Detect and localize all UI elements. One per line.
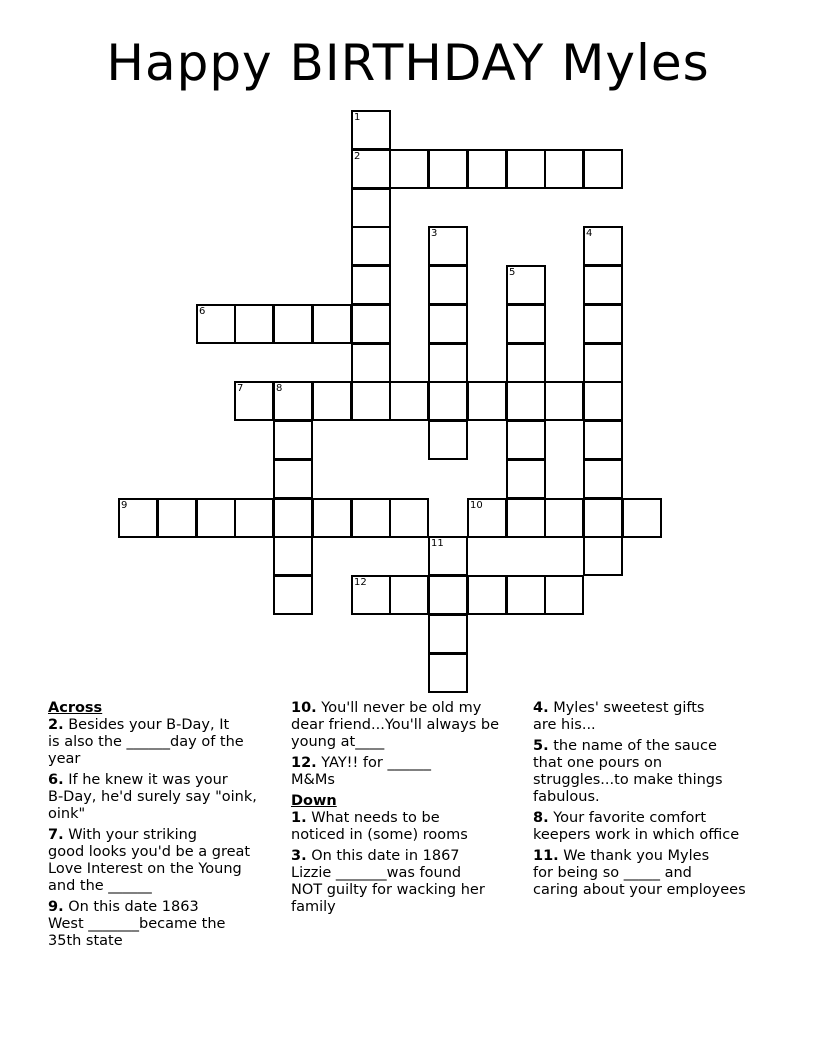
clues-column-1: [48, 700, 284, 954]
grid-cell[interactable]: [544, 381, 584, 421]
grid-cell[interactable]: [506, 420, 546, 460]
grid-cell[interactable]: [273, 420, 313, 460]
clue-number: 10: [470, 500, 483, 511]
grid-cell[interactable]: [583, 381, 623, 421]
clue-down-8: 8. Your favorite comfort keepers work in which office: [533, 810, 740, 843]
grid-cell[interactable]: [273, 498, 313, 538]
grid-cell[interactable]: [273, 575, 313, 615]
grid-cell[interactable]: [389, 498, 429, 538]
grid-cell[interactable]: [312, 381, 352, 421]
grid-cell[interactable]: [351, 343, 391, 383]
grid-cell[interactable]: [351, 265, 391, 305]
grid-cell[interactable]: [196, 498, 236, 538]
grid-cell[interactable]: [428, 149, 468, 189]
clues-column-2: [291, 700, 527, 920]
across-heading: Across: [48, 700, 103, 716]
clue-number: 8: [276, 383, 283, 394]
grid-cell[interactable]: [544, 575, 584, 615]
grid-cell[interactable]: [234, 498, 274, 538]
grid-cell[interactable]: [118, 498, 158, 538]
grid-cell[interactable]: [428, 614, 468, 654]
grid-cell[interactable]: [544, 149, 584, 189]
grid-cell[interactable]: [506, 381, 546, 421]
clue-number: 4: [586, 228, 593, 239]
grid-cell[interactable]: [506, 149, 546, 189]
grid-cell[interactable]: [351, 381, 391, 421]
grid-cell[interactable]: [351, 110, 391, 150]
grid-cell[interactable]: [583, 343, 623, 383]
clue-across-6: 6. If he knew it was your B-Day, he'd surely say "oink, oink": [48, 772, 257, 822]
clue-number: 12: [354, 577, 367, 588]
grid-cell[interactable]: [273, 304, 313, 344]
grid-cell[interactable]: [389, 149, 429, 189]
grid-cell[interactable]: [312, 304, 352, 344]
grid-cell[interactable]: [428, 420, 468, 460]
grid-cell[interactable]: [622, 498, 662, 538]
grid-cell[interactable]: [351, 188, 391, 228]
grid-cell[interactable]: [467, 149, 507, 189]
grid-cell[interactable]: [467, 575, 507, 615]
clue-number: 7: [237, 383, 244, 394]
grid-cell[interactable]: [428, 304, 468, 344]
grid-cell[interactable]: [583, 265, 623, 305]
clue-across-12: 12. YAY!! for ______ M&Ms: [291, 755, 431, 788]
grid-cell[interactable]: [351, 498, 391, 538]
grid-cell[interactable]: [544, 498, 584, 538]
down-heading: Down: [291, 793, 337, 809]
clue-down-1: 1. What needs to be noticed in (some) rooms: [291, 810, 468, 843]
grid-cell[interactable]: [428, 265, 468, 305]
grid-cell[interactable]: [583, 226, 623, 266]
grid-cell[interactable]: [273, 459, 313, 499]
clue-number: 11: [431, 538, 444, 549]
grid-cell[interactable]: [351, 304, 391, 344]
grid-cell[interactable]: [234, 381, 274, 421]
grid-cell[interactable]: [506, 343, 546, 383]
grid-cell[interactable]: [506, 498, 546, 538]
grid-cell[interactable]: [157, 498, 197, 538]
grid-cell[interactable]: [428, 226, 468, 266]
clue-down-11: 11. We thank you Myles for being so _____ and caring about your employees: [533, 848, 746, 898]
grid-cell[interactable]: [351, 575, 391, 615]
clue-number: 9: [121, 500, 128, 511]
grid-cell[interactable]: [273, 381, 313, 421]
clue-number: 6: [199, 306, 206, 317]
grid-cell[interactable]: [428, 575, 468, 615]
grid-cell[interactable]: [583, 149, 623, 189]
grid-cell[interactable]: [583, 536, 623, 576]
clue-across-9: 9. On this date 1863 West _______became the 35th state: [48, 899, 226, 949]
clue-number: 2: [354, 151, 361, 162]
grid-cell[interactable]: [506, 304, 546, 344]
clues-column-3: [533, 700, 773, 903]
grid-cell[interactable]: [506, 459, 546, 499]
grid-cell[interactable]: [583, 459, 623, 499]
grid-cell[interactable]: [234, 304, 274, 344]
grid-cell[interactable]: [351, 149, 391, 189]
grid-cell[interactable]: [428, 381, 468, 421]
grid-cell[interactable]: [273, 536, 313, 576]
clue-down-4: 4. Myles' sweetest gifts are his...: [533, 700, 705, 733]
grid-cell[interactable]: [428, 536, 468, 576]
grid-cell[interactable]: [583, 304, 623, 344]
clue-number: 3: [431, 228, 438, 239]
grid-cell[interactable]: [506, 265, 546, 305]
clue-down-5: 5. the name of the sauce that one pours on struggles...to make things fabulous.: [533, 738, 723, 805]
grid-cell[interactable]: [428, 343, 468, 383]
grid-cell[interactable]: [583, 498, 623, 538]
grid-cell[interactable]: [583, 420, 623, 460]
clue-across-7: 7. With your striking good looks you'd be a great Love Interest on the Young and the ______: [48, 827, 251, 894]
grid-cell[interactable]: [428, 653, 468, 693]
clue-number: 5: [509, 267, 516, 278]
grid-cell[interactable]: [467, 381, 507, 421]
clue-across-10: 10. You'll never be old my dear friend...You'll always be young at____: [291, 700, 499, 750]
grid-cell[interactable]: [467, 498, 507, 538]
clue-number: 1: [354, 112, 361, 123]
grid-cell[interactable]: [312, 498, 352, 538]
grid-cell[interactable]: [506, 575, 546, 615]
grid-cell[interactable]: [196, 304, 236, 344]
grid-cell[interactable]: [389, 381, 429, 421]
grid-cell[interactable]: [389, 575, 429, 615]
grid-cell[interactable]: [351, 226, 391, 266]
clue-down-3: 3. On this date in 1867 Lizzie _______was found NOT guilty for wacking her family: [291, 848, 485, 915]
clue-across-2: 2. Besides your B-Day, It is also the ______day of the year: [48, 717, 244, 767]
puzzle-title: Happy BIRTHDAY Myles: [106, 34, 710, 92]
